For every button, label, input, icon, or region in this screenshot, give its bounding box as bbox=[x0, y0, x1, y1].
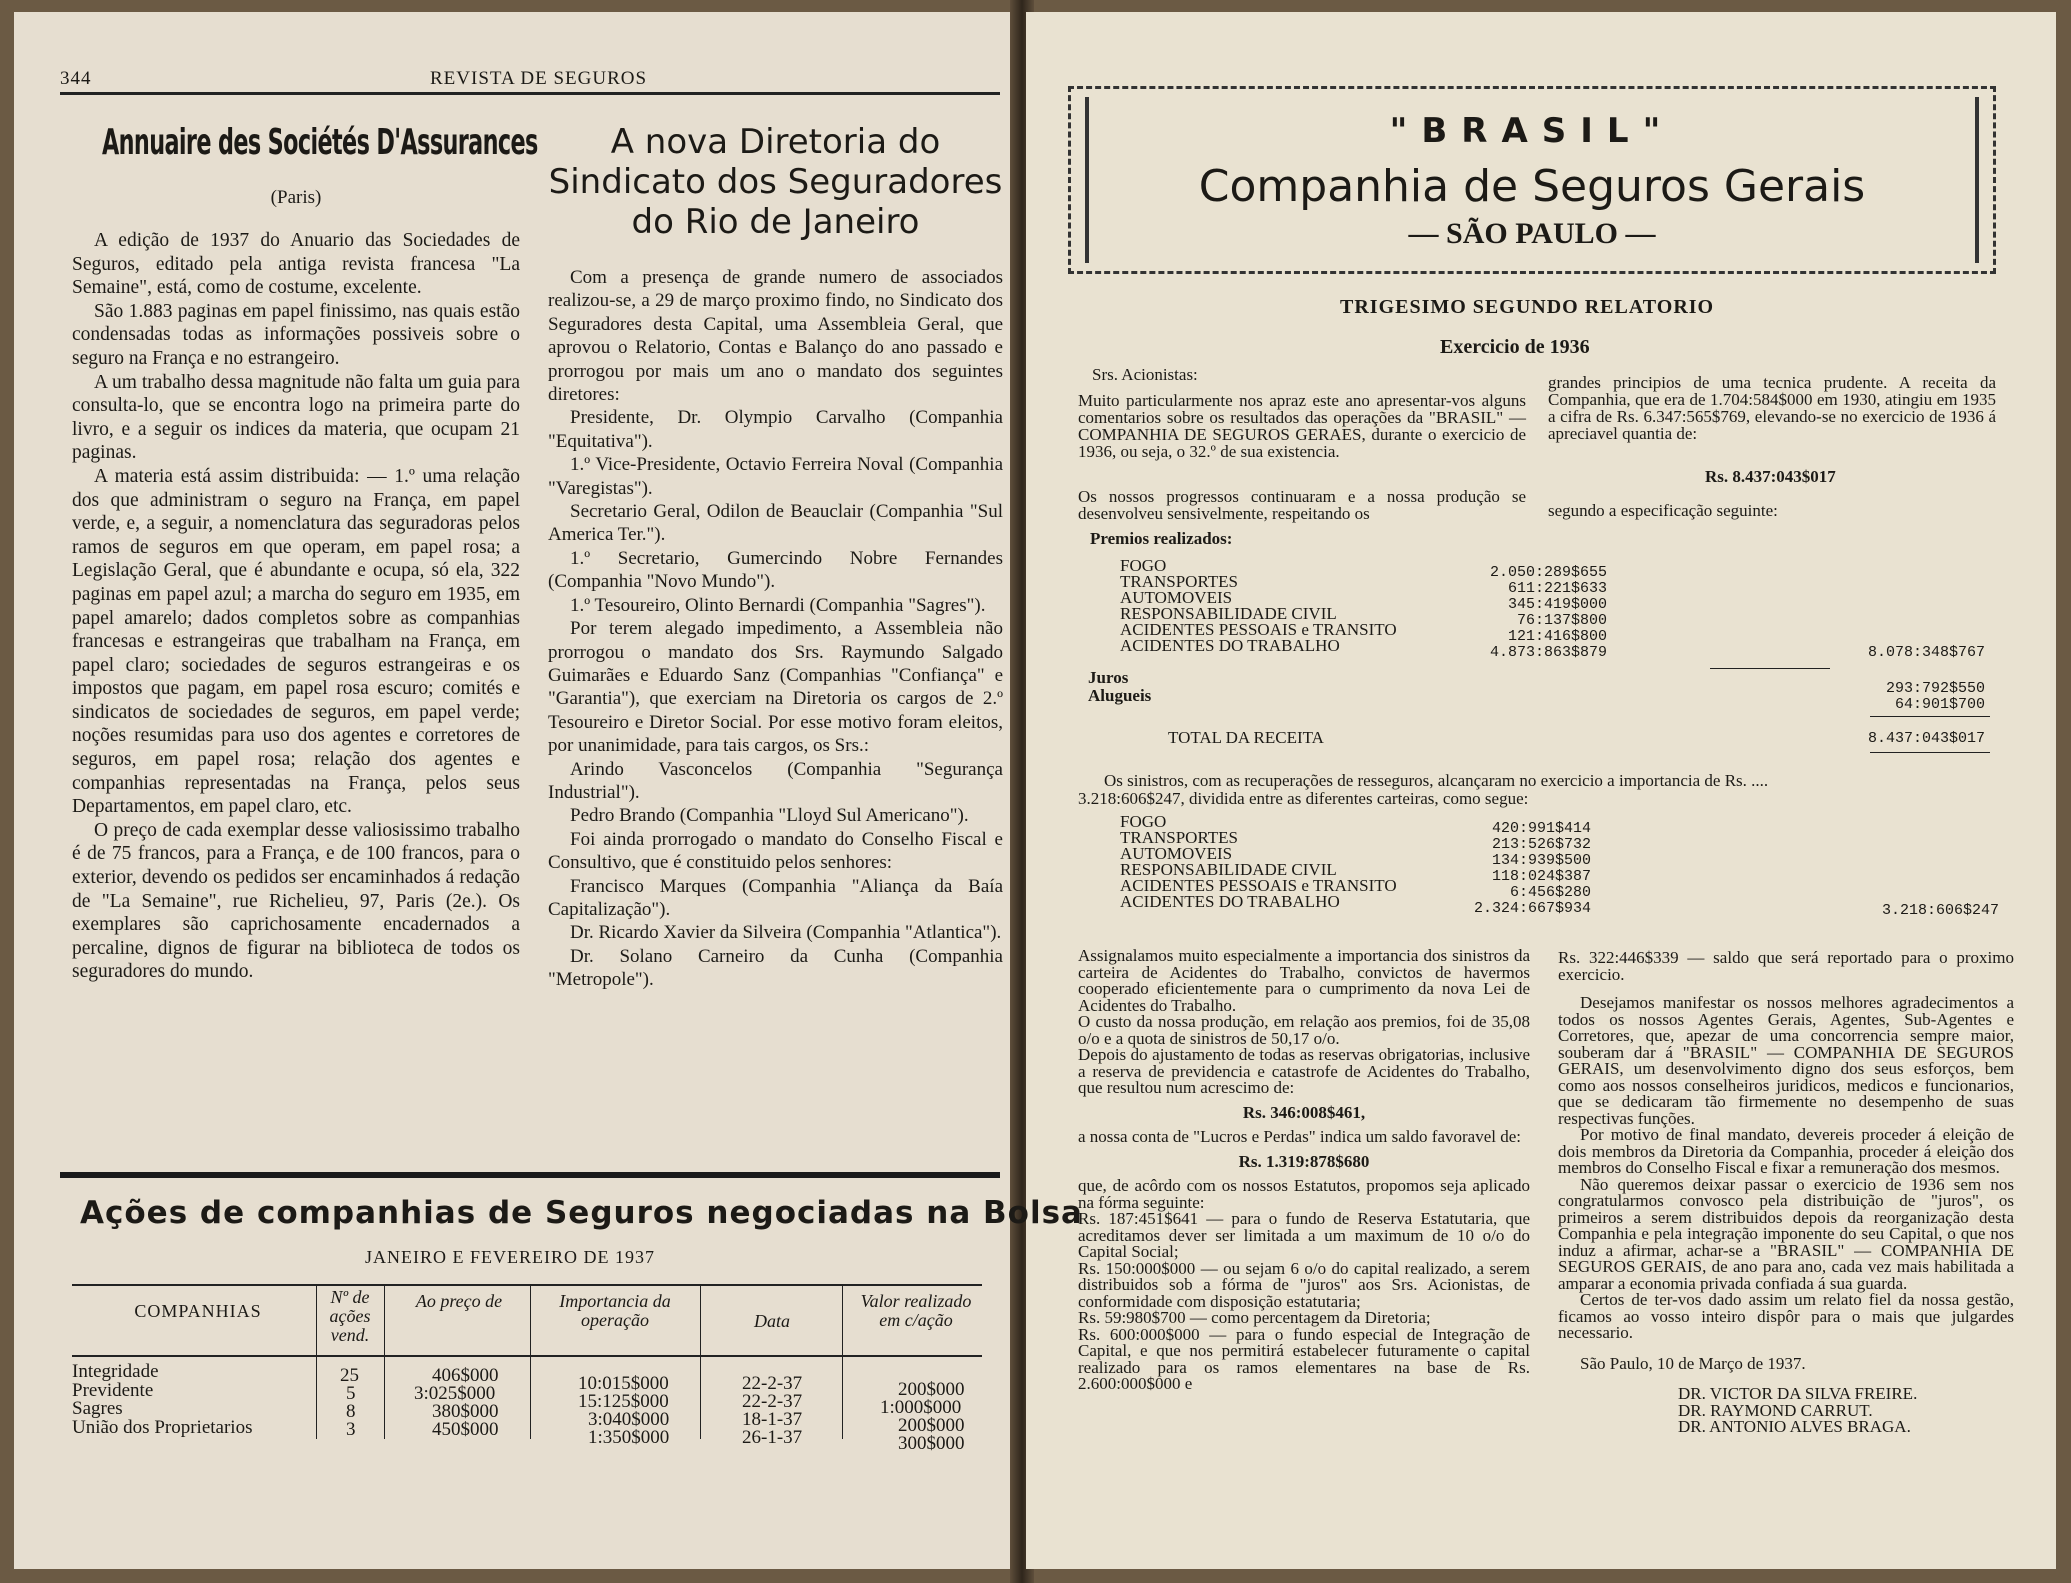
report-paragraph: Por motivo de final mandato, devereis proceder á eleição de dois membros da Diretoria da Companhia, proceder á eleição dos membros do Conselho Fiscal e fixar a remuneração dos mesmos. bbox=[1558, 1125, 2014, 1177]
report-paragraph: Assignalamos muito especialmente a importancia dos sinistros da carteira de Acidentes do Trabalho, convictos de havermos cooperado eficientemente para o cumprimento da nova Lei de Acidentes do Trabalho. bbox=[1078, 946, 1530, 1015]
premio-label: RESPONSABILIDADE CIVIL bbox=[1120, 604, 1337, 623]
table-cell-date: 22-2-37 bbox=[742, 1373, 803, 1394]
sum-rule bbox=[1710, 668, 1830, 669]
report-paragraph: Rs. 322:446$339 — saldo que será reportado para o proximo exercicio. bbox=[1558, 948, 2014, 984]
table-cell-date: 18-1-37 bbox=[742, 1409, 803, 1430]
annuaire-article bbox=[72, 122, 538, 984]
acoes-title: Ações de companhias de Seguros negociadas na Bolsa bbox=[80, 1195, 1083, 1231]
sinistros-total: 3.218:606$247 bbox=[1881, 902, 1999, 919]
report-amount: Rs. 1.319:878$680 bbox=[1238, 1151, 1370, 1171]
report-paragraph: Desejamos manifestar os nossos melhores agradecimentos a todos os nossos Agentes Gerais, Agentes, Sub-Agentes e Corretores, que, apezar de uma concorrencia sempre maior, souberam dar á "BRASIL" — COMPANHIA DE SEGUROS GERAIS, um desenvolvimento digno dos seus esforços, bem como aos nossos conselheiros juridicos, medicos e funcionarios, que se dedicaram tão firmemente no desempenho de suas respectivas funções. bbox=[1558, 993, 2014, 1128]
table-cell-date: 26-1-37 bbox=[742, 1427, 803, 1448]
sinistro-value: 213:526$732 bbox=[1491, 836, 1591, 853]
table-separator-bar bbox=[60, 1172, 1000, 1178]
table-cell-count: 25 bbox=[340, 1365, 359, 1386]
juros-value: 293:792$550 bbox=[1885, 680, 1985, 697]
table-header-cell: Data bbox=[754, 1311, 790, 1331]
premio-label: AUTOMOVEIS bbox=[1120, 588, 1233, 607]
report-paragraph: Rs. 59:980$700 — como percentagem da Diretoria; bbox=[1078, 1308, 1431, 1327]
signature: DR. VICTOR DA SILVA FREIRE. bbox=[1678, 1384, 1918, 1403]
premio-value: 121:416$800 bbox=[1507, 628, 1607, 645]
report-paragraph: Certos de ter-vos dado assim um relato fiel da nossa gestão, ficamos ao vosso inteiro dispôr para o mais que julgardes necessario. bbox=[1558, 1290, 2014, 1342]
diretoria-article bbox=[548, 122, 1003, 992]
table-header-cell: Ao preço de bbox=[415, 1291, 503, 1311]
report-right-column bbox=[1558, 950, 2014, 1436]
annuaire-subtitle: (Paris) bbox=[270, 187, 322, 208]
report-paragraph: Rs. 150:000$000 — ou sejam 6 o/o do capital realizado, a serem distribuidos sob a fórma de "juros" aos Srs. Acionistas, de conformidade com disposição estatutaria; bbox=[1078, 1258, 1530, 1311]
diretoria-paragraph: Com a presença de grande numero de associados realizou-se, a 29 de março proximo findo, no Sindicato dos Seguradores desta Capital, uma Assembleia Geral, que aprovou o Relatorio, Contas e Balanço do ano passado e prorrogou por mais um ano o mandato dos seguintes diretores: bbox=[548, 267, 1003, 406]
report-paragraph: Rs. 187:451$641 — para o fundo de Reserva Estatutaria, que acreditamos dever ser limitada a um maximum de 10 o/o do Capital Social; bbox=[1078, 1209, 1530, 1261]
report-left-column bbox=[1078, 948, 1530, 1393]
sinistro-value: 6:456$280 bbox=[1509, 884, 1591, 901]
table-cell-amount: 1:350$000 bbox=[588, 1427, 670, 1448]
table-header-rule bbox=[72, 1355, 982, 1357]
receita-value: 8.437:043$017 bbox=[1867, 730, 1985, 747]
report-paragraph: Depois do ajustamento de todas as reservas obrigatorias, inclusive a reserva de previdencia e catastrofe de Acidentes do Trabalho, que resultou num acrescimo de: bbox=[1078, 1045, 1530, 1097]
page-number: 344 bbox=[60, 68, 92, 89]
table-cell-company: Integridade bbox=[72, 1361, 159, 1382]
table-cell-amount: 10:015$000 bbox=[578, 1373, 669, 1394]
sinistro-value: 118:024$387 bbox=[1491, 868, 1591, 885]
annuaire-paragraph: A materia está assim distribuida: — 1.º uma relação dos que administram o seguro na França, em papel verde, e, a seguir, a nomenclatura das seguradoras pelos ramos de seguros em que operam, em papel rosa; a Legislação Geral, que é abundante e ocupa, só ela, 322 paginas em papel azul; a marcha do seguro em 1935, em papel amarelo; dados completos sobre as companhias francesas e estrangeiras que trabalham na França, em papel claro; sociedades de seguros estrangeiras e os impostos que pagam, em papel rosa escuro; comités e sindicatos de sociedades de seguros, em papel verde; noções resumidas para uso dos agentes e corretores de seguros, em papel rosa; relação dos agentes e companhias representadas na França, pelos seus Departamentos, em papel claro, etc. bbox=[72, 465, 520, 818]
premio-value: 611:221$633 bbox=[1507, 580, 1607, 597]
table-cell-count: 5 bbox=[346, 1383, 356, 1404]
sinistro-label: ACIDENTES PESSOAIS e TRANSITO bbox=[1120, 876, 1397, 895]
report-amount: Rs. 346:008$461, bbox=[1242, 1102, 1366, 1122]
diretoria-paragraph: Arindo Vasconcelos (Companhia "Segurança Industrial"). bbox=[548, 758, 1003, 803]
table-cell-price: 380$000 bbox=[432, 1401, 499, 1422]
sum-rule bbox=[1870, 716, 1990, 717]
diretoria-title: A nova Diretoria do Sindicato dos Seguradores do Rio de Janeiro bbox=[548, 122, 1003, 242]
signature-block bbox=[1678, 1386, 2014, 1436]
sinistro-label: TRANSPORTES bbox=[1120, 828, 1239, 847]
intro-paragraph: Muito particularmente nos apraz este ano apresentar-vos alguns comentarios sobre os resultados das operações da "BRASIL" — COMPANHIA DE SEGUROS GERAES, durante o exercicio de 1936, ou seja, o 32.º de sua existencia. bbox=[1078, 391, 1526, 461]
diretoria-paragraph: Por terem alegado impedimento, a Assembleia não prorrogou o mandato dos Srs. Raymundo Salgado Guimarães e Eduardo Sanz (Companhias "Confiança" e "Garantia"), que exerciam na Diretoria os cargos de 2.º Tesoureiro e Diretor Social. Por esse motivo foram eleitos, por unanimidade, para tais cargos, os Srs.: bbox=[548, 618, 1003, 757]
diretoria-paragraph: Foi ainda prorrogado o mandato do Conselho Fiscal e Consultivo, que é constituido pelos senhores: bbox=[548, 828, 1003, 874]
diretoria-paragraph: Pedro Brando (Companhia "Lloyd Sul Americano"). bbox=[570, 805, 969, 827]
report-paragraph: Rs. 600:000$000 — para o fundo especial de Integração de Capital, e que nos permitirá estabelecer futuramente o capital realizado para os ramos elementares na base de Rs. 2.600:000$000 e bbox=[1078, 1324, 1530, 1393]
sinistros-paragraph: Os sinistros, com as recuperações de resseguros, alcançaram no exercicio a importancia de Rs. .... bbox=[1104, 771, 1769, 790]
sinistro-label: ACIDENTES DO TRABALHO bbox=[1120, 892, 1340, 911]
annuaire-paragraph: O preço de cada exemplar desse valiosissimo trabalho é de 75 francos, para a França, e de 100 francos, para o exterior, devendo os pedidos ser encaminhados á redação de "La Semaine", rue Richelieu, 97, Paris (2e.). Os exemplares são caprichosamente encadernados a percaline, dignos de figurar na biblioteca de todos os seguradores do mundo. bbox=[72, 819, 520, 983]
header-rule bbox=[60, 92, 1000, 95]
table-cell-price: 3:025$000 bbox=[414, 1383, 496, 1404]
table-col-divider bbox=[842, 1284, 843, 1439]
table-cell-value: 200$000 bbox=[898, 1415, 965, 1436]
annuaire-paragraph: São 1.883 paginas em papel finissimo, nas quais estão condensadas todas as informações possiveis sobre o seguro na França e no estrangeiro. bbox=[72, 300, 520, 369]
premios-label: Premios realizados: bbox=[1090, 529, 1233, 548]
company-name: "BRASIL" bbox=[1389, 111, 1675, 151]
report-exercise: Exercicio de 1936 bbox=[1440, 336, 1590, 358]
diretoria-paragraph: Dr. Ricardo Xavier da Silveira (Companhia "Atlantica"). bbox=[570, 922, 1002, 944]
sinistro-label: AUTOMOVEIS bbox=[1120, 844, 1233, 863]
diretoria-paragraph: 1.º Vice-Presidente, Octavio Ferreira Noval (Companhia "Varegistas"). bbox=[548, 454, 1003, 499]
table-cell-price: 406$000 bbox=[432, 1365, 499, 1386]
acoes-subtitle: JANEIRO E FEVEREIRO DE 1937 bbox=[365, 1247, 655, 1267]
greeting: Srs. Acionistas: bbox=[1092, 365, 1198, 384]
table-cell-value: 200$000 bbox=[898, 1379, 965, 1400]
sinistros-paragraph-2: 3.218:606$247, dividida entre as diferentes carteiras, como segue: bbox=[1078, 789, 1529, 808]
progress-paragraph: Os nossos progressos continuaram e a nossa produção se desenvolveu sensivelmente, respeitando os bbox=[1078, 487, 1526, 523]
company-city: — SÃO PAULO — bbox=[1408, 217, 1656, 250]
alugueis-label: Alugueis bbox=[1088, 686, 1152, 705]
premio-value: 76:137$800 bbox=[1516, 612, 1607, 629]
table-cell-company: Sagres bbox=[72, 1398, 123, 1419]
revenue-paragraph: grandes principios de uma tecnica prudente. A receita da Companhia, que era de 1.704:584$000 em 1930, atingiu em 1935 a cifra de Rs. 6.347:565$769, elevando-se no exercicio de 1936 á apreciavel quantia de: bbox=[1548, 373, 1996, 443]
diretoria-paragraph: Francisco Marques (Companhia "Aliança da Baía Capitalização"). bbox=[548, 875, 1003, 920]
sinistro-value: 2.324:667$934 bbox=[1473, 900, 1591, 917]
table-top-rule bbox=[72, 1284, 982, 1286]
signature: DR. RAYMOND CARRUT. bbox=[1678, 1400, 1873, 1420]
premio-value: 2.050:289$655 bbox=[1489, 564, 1607, 581]
table-cell-amount: 15:125$000 bbox=[578, 1391, 669, 1412]
table-cell-company: União dos Proprietarios bbox=[72, 1417, 253, 1438]
table-header-cell: COMPANHIAS bbox=[134, 1301, 262, 1321]
report-paragraph: O custo da nossa produção, em relação aos premios, foi de 35,08 o/o e a quota de sinistros de 50,17 o/o. bbox=[1078, 1012, 1530, 1048]
table-cell-value: 300$000 bbox=[898, 1433, 965, 1454]
running-title: REVISTA DE SEGUROS bbox=[430, 68, 648, 89]
report-paragraph: a nossa conta de "Lucros e Perdas" indica um saldo favoravel de: bbox=[1078, 1127, 1521, 1146]
table-header-cell: Valor realizado em c/ação bbox=[860, 1291, 972, 1330]
diretoria-paragraph: Secretario Geral, Odilon de Beauclair (Companhia "Sul America Ter."). bbox=[548, 501, 1003, 546]
premio-label: ACIDENTES DO TRABALHO bbox=[1120, 636, 1340, 655]
alugueis-value: 64:901$700 bbox=[1894, 696, 1985, 713]
brasil-header-box bbox=[1068, 86, 1996, 274]
diretoria-paragraph: Presidente, Dr. Olympio Carvalho (Companhia "Equitativa"). bbox=[548, 407, 1003, 452]
report-paragraph: que, de acôrdo com os nossos Estatutos, propomos seja aplicado na fórma seguinte: bbox=[1078, 1176, 1530, 1212]
table-col-divider bbox=[700, 1284, 701, 1439]
spec-line: segundo a especificação seguinte: bbox=[1548, 501, 1778, 520]
sum-rule bbox=[1870, 752, 1990, 753]
annuaire-paragraph: A edição de 1937 do Anuario das Sociedades de Seguros, editado pela antiga revista francesa "La Semaine", está, como de costume, excelente. bbox=[72, 230, 520, 299]
signature: DR. ANTONIO ALVES BRAGA. bbox=[1678, 1417, 1911, 1436]
premio-value: 345:419$000 bbox=[1507, 596, 1607, 613]
diretoria-paragraph: 1.º Secretario, Gumercindo Nobre Fernandes (Companhia "Novo Mundo"). bbox=[548, 547, 1003, 593]
diretoria-paragraph: Dr. Solano Carneiro da Cunha (Companhia "Metropole"). bbox=[548, 945, 1003, 991]
table-cell-company: Previdente bbox=[72, 1380, 154, 1401]
sinistro-value: 420:991$414 bbox=[1491, 820, 1591, 837]
table-cell-amount: 3:040$000 bbox=[588, 1409, 670, 1430]
annuaire-title: Annuaire des Sociétés D'Assurances bbox=[102, 122, 538, 163]
sinistro-value: 134:939$500 bbox=[1491, 852, 1591, 869]
table-cell-date: 22-2-37 bbox=[742, 1391, 803, 1412]
table-col-divider bbox=[316, 1284, 317, 1439]
premio-label: ACIDENTES PESSOAIS e TRANSITO bbox=[1120, 620, 1397, 639]
premio-label: TRANSPORTES bbox=[1120, 572, 1239, 591]
premio-label: FOGO bbox=[1120, 556, 1167, 575]
premios-total: 8.078:348$767 bbox=[1867, 644, 1985, 661]
company-type: Companhia de Seguros Gerais bbox=[1198, 161, 1866, 212]
table-cell-price: 450$000 bbox=[432, 1419, 499, 1440]
juros-label: Juros bbox=[1088, 668, 1129, 687]
receita-label: TOTAL DA RECEITA bbox=[1168, 728, 1324, 747]
table-cell-count: 3 bbox=[346, 1419, 356, 1440]
premio-value: 4.873:863$879 bbox=[1489, 644, 1607, 661]
report-date: São Paulo, 10 de Março de 1937. bbox=[1580, 1353, 1806, 1373]
report-title: TRIGESIMO SEGUNDO RELATORIO bbox=[1340, 296, 1715, 318]
annuaire-paragraph: A um trabalho dessa magnitude não falta um guia para consulta-lo, que se encontra logo na primeira parte do livro, e a seguir os indices da materia, que ocupam 21 paginas. bbox=[72, 371, 520, 464]
table-header-cell: Importancia da operação bbox=[559, 1291, 671, 1330]
table-cell-value: 1:000$000 bbox=[880, 1397, 962, 1418]
sinistro-label: FOGO bbox=[1120, 812, 1167, 831]
table-cell-count: 8 bbox=[346, 1401, 356, 1422]
sinistro-label: RESPONSABILIDADE CIVIL bbox=[1120, 860, 1337, 879]
table-header-cell: Nº de ações vend. bbox=[329, 1287, 371, 1345]
report-paragraph: Não queremos deixar passar o exercicio de 1936 sem nos congratularmos convosco pela distribuição de "juros", os primeiros a serem distribuidos depois da reorganização desta Companhia e pela integração imponente do seu Capital, o que nos induz a afirmar, achar-se a "BRASIL" — COMPANHIA DE SEGUROS GERAIS, de ano para ano, cada vez mais habilitada a amparar a economia privada confiada á sua guarda. bbox=[1558, 1174, 2014, 1293]
table-col-divider bbox=[530, 1284, 531, 1439]
revenue-total: Rs. 8.437:043$017 bbox=[1705, 467, 1836, 486]
table-col-divider bbox=[384, 1284, 385, 1439]
diretoria-paragraph: 1.º Tesoureiro, Olinto Bernardi (Companhia "Sagres"). bbox=[570, 594, 986, 616]
